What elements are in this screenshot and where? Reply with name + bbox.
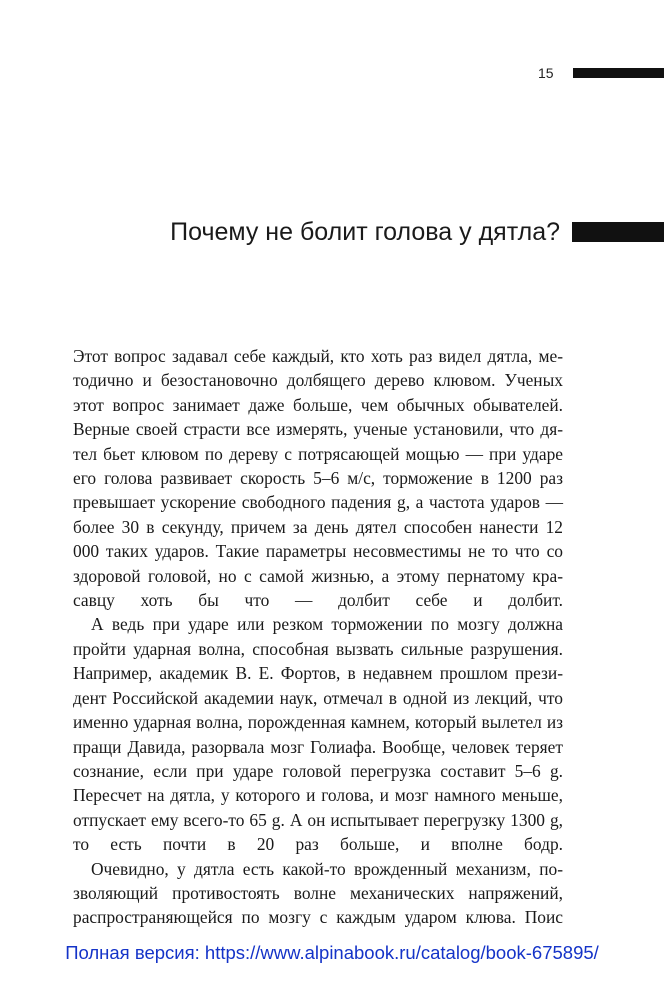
- paragraph-2: А ведь при ударе или резком торможении по мозгу должна пройти ударная волна, способная вызвать сильные разрушения. Например, академик В. Е. Фортов, в недавнем прошлом президент Российской академии наук, отмечал в одной из лекций, что именно ударная волна, порожденная камнем, который вылетел из пращи Давида, разорвала мозг Голиафа. Вообще, человек теряет сознание, если при ударе головой перегрузка составит 5–6 g. Пересчет на дятла, у которого и голова, и мозг намного меньше, отпускает ему всего-то 65 g. А он испытывает перегрузку 1300 g, то есть почти в 20 раз больше, и вполне бодр.: [73, 614, 563, 855]
- paragraph-1: Этот вопрос задавал себе каждый, кто хоть раз видел дятла, методично и безостановочно долбящего дерево клювом. Ученых этот вопрос занимает даже больше, чем обычных обывателей. Верные своей страсти все измерять, ученые установили, что дятел бьет клювом по дереву с потрясающей мощью — при ударе его голова развивает скорость 5–6 м/с, торможение в 1200 раз превышает ускорение свободного падения g, а частота ударов — более 30 в секунду, причем за день дятел способен нанести 12 000 таких ударов. Такие параметры несовместимы не то что со здоровой головой, но с самой жизнью, а этому пернатому красавцу хоть бы что — долбит себе и долбит.: [73, 346, 563, 611]
- chapter-title: Почему не болит голова у дятла?: [170, 218, 560, 246]
- page-number-bar: [573, 68, 664, 78]
- paragraph-3: Очевидно, у дятла есть какой-то врожденный механизм, позволяющий противостоять волне механических напряжений, распространяющейся по мозгу с каждым ударом клюва. Поис: [73, 858, 563, 928]
- full-version-link[interactable]: Полная версия: https://www.alpinabook.ru/catalog/book-675895/: [65, 942, 599, 963]
- title-bar: [572, 222, 664, 242]
- body-text: [73, 344, 563, 930]
- page-number: 15: [538, 65, 554, 81]
